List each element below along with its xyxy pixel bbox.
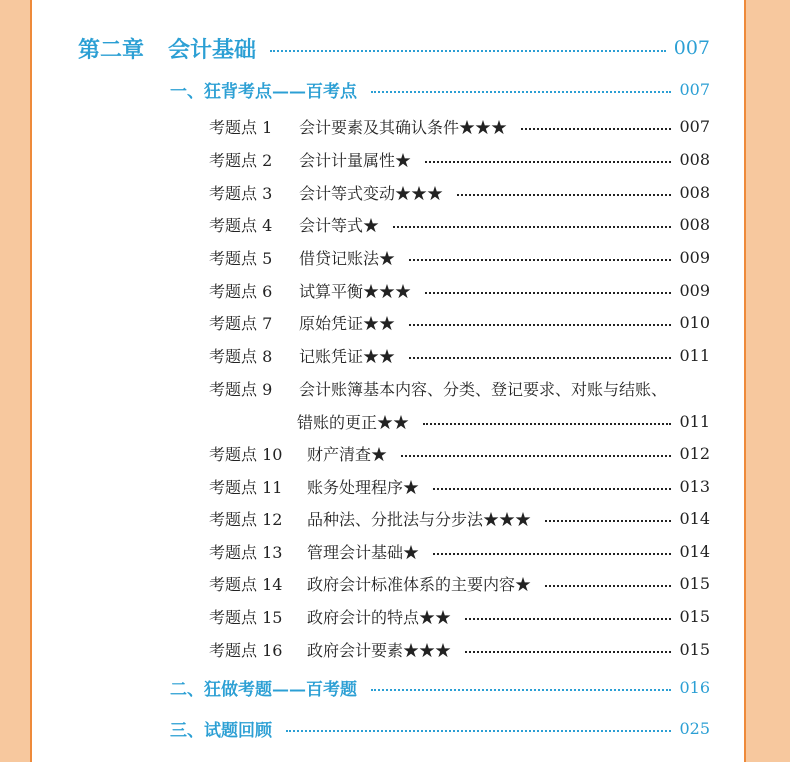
page-number: 008 xyxy=(679,182,710,202)
page-number: 025 xyxy=(679,718,710,738)
leader-dots xyxy=(457,194,671,196)
page-number: 015 xyxy=(679,573,710,593)
item-tag: 考题点 1 xyxy=(209,117,273,137)
toc-item-9-continued[interactable] xyxy=(297,409,710,433)
page-number: 013 xyxy=(679,476,710,496)
chapter-title: 会计基础 xyxy=(168,36,257,63)
page-number: 009 xyxy=(679,280,710,300)
page-number: 015 xyxy=(679,606,710,626)
item-tag: 考题点 5 xyxy=(209,248,273,268)
page-number: 014 xyxy=(679,508,710,528)
item-tag: 考题点 8 xyxy=(209,346,273,366)
page-number: 008 xyxy=(679,214,710,234)
item-tag: 考题点 11 xyxy=(209,477,283,497)
toc-item-9[interactable] xyxy=(209,376,710,400)
toc-item-16[interactable] xyxy=(209,637,710,661)
toc-item-12[interactable] xyxy=(209,506,710,530)
toc-item-6[interactable] xyxy=(209,278,710,302)
item-title: 借贷记账法★ xyxy=(299,248,396,268)
leader-dots xyxy=(409,324,671,326)
section-label: 一、狂背考点——百考点 xyxy=(170,81,357,102)
item-title-continued: 错账的更正★★ xyxy=(297,412,410,432)
toc-item-14[interactable] xyxy=(209,571,710,595)
page-number: 014 xyxy=(679,541,710,561)
page-number: 011 xyxy=(679,411,710,431)
leader-dots xyxy=(433,488,671,490)
item-title: 会计等式★ xyxy=(299,215,380,235)
page-number: 015 xyxy=(679,639,710,659)
leader-dots xyxy=(393,226,671,228)
page-number: 016 xyxy=(679,677,710,697)
leader-dots xyxy=(409,357,671,359)
item-tag: 考题点 16 xyxy=(209,640,283,660)
leader-dots xyxy=(433,553,671,555)
item-title: 政府会计标准体系的主要内容★ xyxy=(307,574,532,594)
item-title: 管理会计基础★ xyxy=(307,542,420,562)
item-tag: 考题点 7 xyxy=(209,313,273,333)
page-number: 011 xyxy=(679,345,710,365)
item-tag: 考题点 15 xyxy=(209,607,283,627)
item-title: 品种法、分批法与分步法★★★ xyxy=(307,509,532,529)
chapter-number: 第二章 xyxy=(78,36,145,63)
toc-item-11[interactable] xyxy=(209,474,710,498)
item-tag: 考题点 14 xyxy=(209,574,283,594)
item-title: 账务处理程序★ xyxy=(307,477,420,497)
leader-dots xyxy=(545,520,671,522)
toc-item-8[interactable] xyxy=(209,343,710,367)
item-title: 试算平衡★★★ xyxy=(299,281,412,301)
toc-item-4[interactable] xyxy=(209,212,710,236)
leader-dots xyxy=(545,585,671,587)
leader-dots xyxy=(465,651,671,653)
page-number: 007 xyxy=(679,116,710,136)
leader-dots xyxy=(425,161,671,163)
toc-item-10[interactable] xyxy=(209,441,710,465)
leader-dots xyxy=(286,730,671,732)
item-tag: 考题点 10 xyxy=(209,444,283,464)
page-number: 010 xyxy=(679,312,710,332)
item-tag: 考题点 6 xyxy=(209,281,273,301)
toc-item-5[interactable] xyxy=(209,245,710,269)
page-number: 007 xyxy=(679,79,710,99)
item-title: 会计等式变动★★★ xyxy=(299,183,444,203)
section-label: 二、狂做考题——百考题 xyxy=(170,679,357,700)
item-title: 记账凭证★★ xyxy=(299,346,396,366)
leader-dots xyxy=(401,455,671,457)
item-title: 政府会计要素★★★ xyxy=(307,640,452,660)
toc-item-1[interactable] xyxy=(209,114,710,138)
item-tag: 考题点 12 xyxy=(209,509,283,529)
section-1[interactable] xyxy=(170,77,710,101)
toc-page xyxy=(30,0,746,762)
leader-dots xyxy=(409,259,671,261)
page-number: 012 xyxy=(679,443,710,463)
section-label: 三、试题回顾 xyxy=(170,720,272,741)
toc-item-2[interactable] xyxy=(209,147,710,171)
item-tag: 考题点 9 xyxy=(209,379,273,399)
item-title: 会计要素及其确认条件★★★ xyxy=(299,117,508,137)
page-number: 009 xyxy=(679,247,710,267)
item-tag: 考题点 2 xyxy=(209,150,273,170)
page-number: 008 xyxy=(679,149,710,169)
item-title: 会计账簿基本内容、分类、登记要求、对账与结账、 xyxy=(299,379,668,399)
item-title: 财产清查★ xyxy=(307,444,388,464)
section-3[interactable] xyxy=(170,716,710,740)
leader-dots xyxy=(423,423,671,425)
leader-dots xyxy=(371,91,671,93)
toc-item-3[interactable] xyxy=(209,180,710,204)
item-tag: 考题点 4 xyxy=(209,215,273,235)
section-2[interactable] xyxy=(170,675,710,699)
leader-dots xyxy=(425,292,671,294)
leader-dots xyxy=(371,689,671,691)
item-title: 政府会计的特点★★ xyxy=(307,607,452,627)
item-tag: 考题点 3 xyxy=(209,183,273,203)
toc-item-13[interactable] xyxy=(209,539,710,563)
item-tag: 考题点 13 xyxy=(209,542,283,562)
chapter-heading[interactable] xyxy=(78,32,710,64)
toc-item-15[interactable] xyxy=(209,604,710,628)
leader-dots xyxy=(270,50,666,52)
item-title: 会计计量属性★ xyxy=(299,150,412,170)
item-title: 原始凭证★★ xyxy=(299,313,396,333)
page-number: 007 xyxy=(673,37,710,59)
leader-dots xyxy=(521,128,671,130)
leader-dots xyxy=(465,618,671,620)
toc-item-7[interactable] xyxy=(209,310,710,334)
